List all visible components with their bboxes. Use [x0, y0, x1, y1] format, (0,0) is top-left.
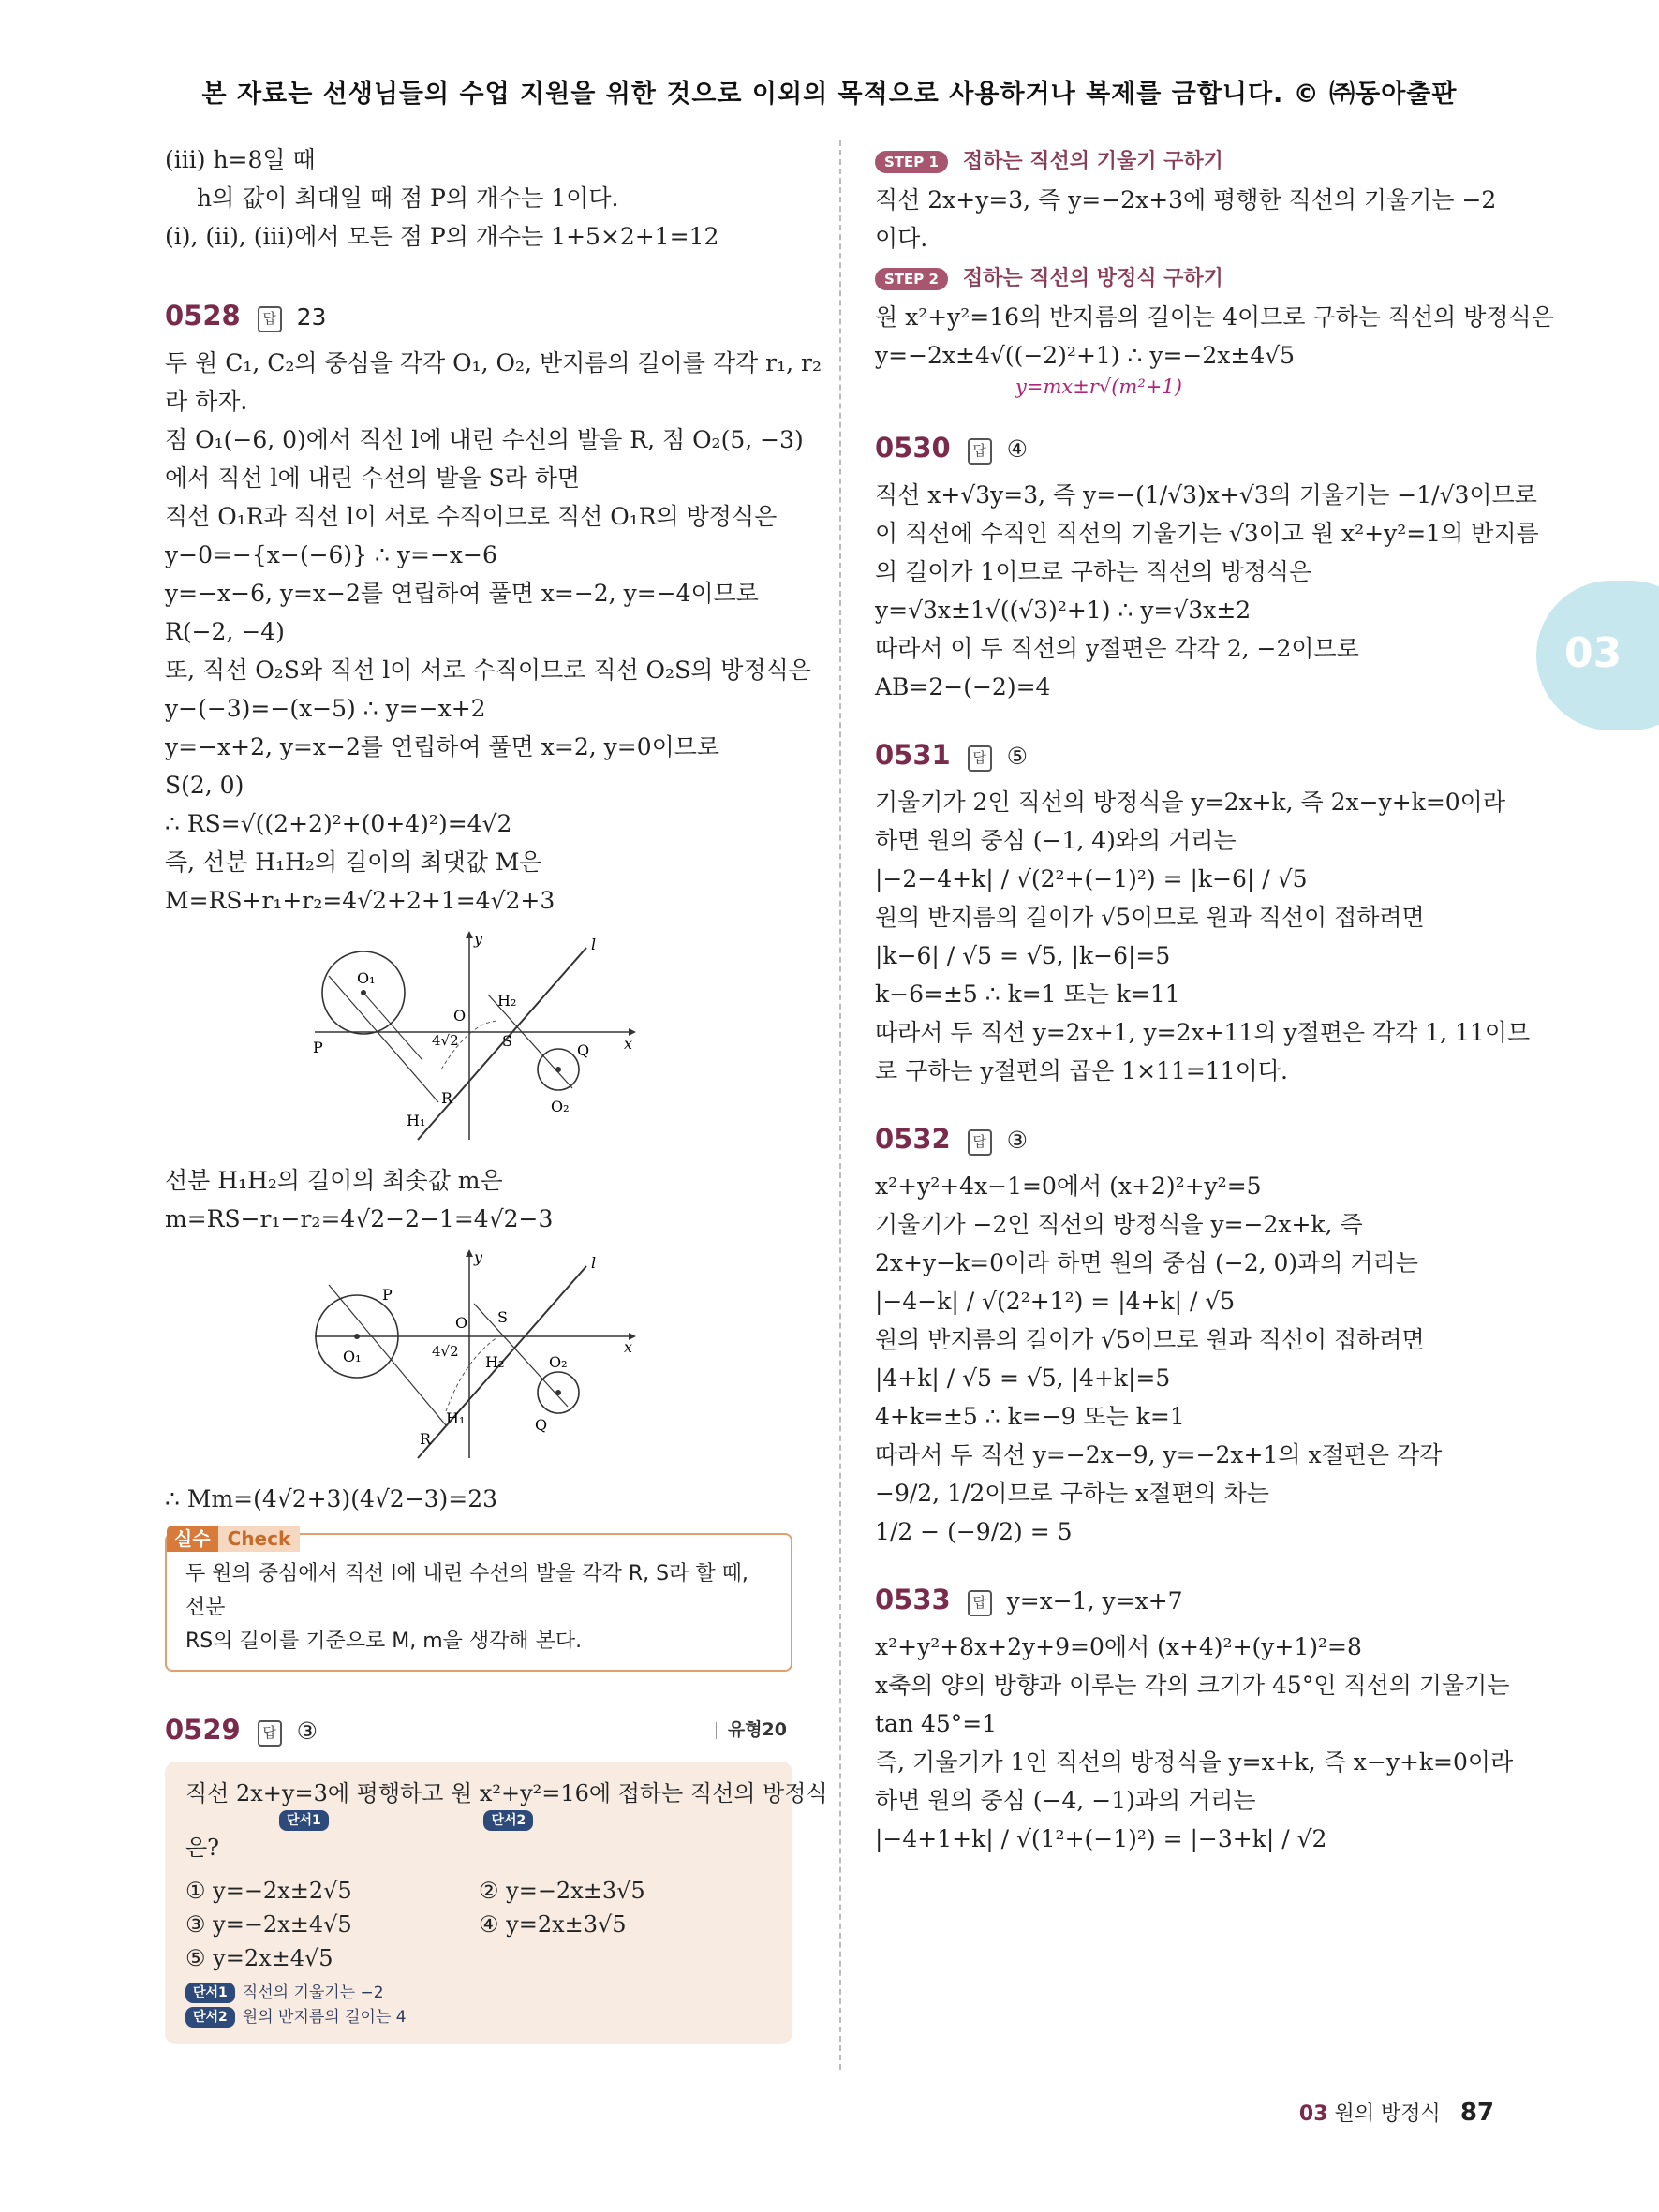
y-axis-arrow	[466, 931, 473, 938]
solution-line: 점 O₁(−6, 0)에서 직선 l에 내린 수선의 발을 R, 점 O₂(5, −3)	[165, 426, 804, 453]
clue-marker: 단서1	[279, 1810, 329, 1831]
problem-number: 0531	[875, 739, 951, 771]
solution-line: tan 45°=1	[875, 1710, 998, 1737]
center-o1	[354, 1334, 360, 1339]
label-p: P	[313, 1039, 323, 1056]
label-o: O	[455, 1314, 468, 1332]
label-s: S	[502, 1032, 512, 1050]
solution-line: 따라서 이 두 직선의 y절편은 각각 2, −2이므로	[875, 635, 1359, 662]
problem-number: 0530	[875, 432, 951, 464]
solution-line: y=−2x±4√((−2)²+1) ∴ y=−2x±4√5	[875, 342, 1296, 369]
page-number: 87	[1459, 2099, 1494, 2127]
label-p: P	[382, 1286, 393, 1304]
clue-tag: 단서1	[185, 1983, 235, 2003]
clue-text: 원의 반지름의 길이는 4	[242, 2008, 407, 2027]
column-divider	[839, 140, 841, 2070]
intro-line: (ⅰ), (ⅱ), (ⅲ)에서 모든 점 P의 개수는 1+5×2+1=12	[165, 223, 719, 250]
solution-line: 4+k=±5 ∴ k=−9 또는 k=1	[875, 1403, 1185, 1430]
question-line: 은?	[185, 1835, 220, 1861]
chapter-side-tab-label: 03	[1564, 629, 1622, 677]
label-l: l	[591, 1254, 597, 1272]
problem-0530-header	[875, 427, 1503, 470]
label-h1: H₁	[407, 1112, 426, 1129]
solution-line: 에서 직선 l에 내린 수선의 발을 S라 하면	[165, 465, 581, 492]
answer-value: ⑤	[1006, 743, 1029, 770]
solution-line: 즉, 선분 H₁H₂의 길이의 최댓값 M은	[165, 848, 542, 876]
y-axis-arrow	[466, 1249, 473, 1257]
answer-badge: 답	[968, 745, 992, 772]
label-l: l	[591, 936, 597, 953]
solution-line: y=−x−6, y=x−2를 연립하여 풀면 x=−2, y=−4이므로	[165, 580, 759, 607]
choice-4[interactable]: ④ y=2x±3√5	[479, 1911, 627, 1938]
solution-line: 이 직선에 수직인 직선의 기울기는 √3이고 원 x²+y²=1의 반지름	[875, 520, 1539, 547]
solution-line: S(2, 0)	[165, 772, 244, 799]
problem-0531-header	[875, 734, 1503, 777]
solution-line: AB=2−(−2)=4	[875, 673, 1051, 700]
solution-line: 원의 반지름의 길이가 √5이므로 원과 직선이 접하려면	[875, 904, 1425, 931]
solution-line: 2x+y−k=0이라 하면 원의 중심 (−2, 0)과의 거리는	[875, 1249, 1418, 1276]
solution-line: |k−6| / √5 = √5, |k−6|=5	[875, 942, 1171, 969]
choice-2[interactable]: ② y=−2x±3√5	[479, 1878, 645, 1904]
solution-line: 하면 원의 중심 (−4, −1)과의 거리는	[875, 1787, 1256, 1814]
label-dist: 4√2	[432, 1032, 459, 1049]
clue-markers	[185, 1810, 772, 1831]
problem-0528-header	[165, 295, 792, 338]
label-o: O	[453, 1007, 467, 1025]
right-column	[875, 140, 1554, 1858]
check-text-line: RS의 길이를 기준으로 M, m을 생각해 본다.	[185, 1630, 583, 1653]
check-label	[167, 1522, 300, 1556]
solution-line: 로 구하는 y절편의 곱은 1×11=11이다.	[875, 1057, 1288, 1084]
answer-value: 23	[296, 303, 327, 331]
solution-line: y=√3x±1√((√3)²+1) ∴ y=√3x±2	[875, 597, 1252, 624]
step2-header	[875, 258, 1503, 298]
clue-text: 직선의 기울기는 −2	[242, 1983, 384, 2002]
footer-chapter-title: 원의 방정식	[1334, 2102, 1441, 2126]
label-q: Q	[577, 1041, 590, 1059]
problem-number: 0533	[875, 1584, 951, 1615]
copyright-notice: 본 자료는 선생님들의 수업 지원을 위한 것으로 이외의 목적으로 사용하거나 복제를 금합니다. © ㈜동아출판	[201, 80, 1458, 109]
step1-tag: STEP 1	[875, 151, 948, 173]
left-column	[165, 140, 828, 2044]
solution-line: y=−x+2, y=x−2를 연립하여 풀면 x=2, y=0이므로	[165, 733, 720, 760]
answer-badge: 답	[968, 1129, 992, 1156]
solution-line: x²+y²+4x−1=0에서 (x+2)²+y²=5	[875, 1172, 1262, 1200]
solution-line: y−0=−{x−(−6)} ∴ y=−x−6	[165, 541, 497, 568]
question-box-0529	[165, 1762, 828, 2044]
solution-line: |−2−4+k| / √(2²+(−1)²) = |k−6| / √5	[875, 865, 1308, 892]
solution-line: 이다.	[875, 225, 928, 252]
solution-line: k−6=±5 ∴ k=1 또는 k=11	[875, 981, 1180, 1008]
label-o2: O₂	[549, 1353, 568, 1371]
conclusion-line: ∴ Mm=(4√2+3)(4√2−3)=23	[165, 1485, 498, 1512]
label-q: Q	[535, 1416, 548, 1434]
label-y: y	[474, 930, 483, 948]
center-o2	[555, 1067, 561, 1072]
label-h2: H₂	[485, 1353, 505, 1371]
step2-title: 접하는 직선의 방정식 구하기	[962, 267, 1223, 290]
solution-line: 하면 원의 중심 (−1, 4)와의 거리는	[875, 827, 1237, 854]
answer-value: ③	[296, 1718, 318, 1745]
solution-line: ∴ RS=√((2+2)²+(0+4)²)=4√2	[165, 810, 512, 837]
label-r: R	[420, 1430, 432, 1448]
clue-notes	[185, 1981, 772, 2029]
solution-line: |−4+1+k| / √(1²+(−1)²) = |−3+k| / √2	[875, 1825, 1327, 1852]
answer-badge: 답	[968, 438, 992, 465]
intro-line: (ⅲ) h=8일 때	[165, 146, 316, 173]
clue-note	[185, 1981, 772, 2005]
step1-title: 접하는 직선의 기울기 구하기	[962, 150, 1223, 173]
solution-line: 라 하자.	[165, 388, 248, 415]
solution-line: 선분 H₁H₂의 길이의 최솟값 m은	[165, 1167, 503, 1194]
answer-value: y=x−1, y=x+7	[1006, 1587, 1183, 1615]
label-h1: H₁	[446, 1409, 466, 1427]
label-o1: O₁	[357, 969, 376, 987]
answer-badge: 답	[258, 306, 282, 332]
label-x: x	[624, 1338, 633, 1356]
solution-line: 즉, 기울기가 1인 직선의 방정식을 y=x+k, 즉 x−y+k=0이라	[875, 1748, 1514, 1776]
choice-5[interactable]: ⑤ y=2x±4√5	[185, 1945, 333, 1971]
label-r: R	[441, 1089, 453, 1107]
figure-max-distance	[305, 929, 643, 1144]
solution-0528	[165, 344, 822, 920]
check-label-a: 실수	[167, 1526, 218, 1552]
type-tag: 유형20	[716, 1709, 787, 1750]
solution-line: 의 길이가 1이므로 구하는 직선의 방정식은	[875, 558, 1312, 585]
solution-line: 직선 O₁R과 직선 l이 서로 수직이므로 직선 O₁R의 방정식은	[165, 503, 778, 530]
figure-min-distance	[305, 1247, 643, 1463]
problem-number: 0532	[875, 1123, 951, 1155]
solution-line: 기울기가 2인 직선의 방정식을 y=2x+k, 즉 2x−y+k=0이라	[875, 789, 1505, 816]
clue-marker: 단서2	[483, 1810, 533, 1831]
label-h2: H₂	[497, 992, 517, 1010]
label-y: y	[474, 1248, 483, 1266]
chapter-side-tab	[1536, 581, 1659, 730]
page-footer	[1299, 2098, 1494, 2127]
check-text-line: 두 원의 중심에서 직선 l에 내린 수선의 발을 각각 R, S라 할 때, 선분	[185, 1562, 748, 1619]
solution-line: R(−2, −4)	[165, 618, 285, 645]
choices	[185, 1874, 772, 1975]
step1-header	[875, 140, 1503, 181]
problem-0529-header	[165, 1709, 792, 1752]
solution-line: 1/2 − (−9/2) = 5	[875, 1518, 1073, 1545]
answer-badge: 답	[968, 1590, 992, 1616]
solution-line: M=RS+r₁+r₂=4√2+2+1=4√2+3	[165, 887, 555, 914]
label-s: S	[497, 1308, 508, 1326]
solution-line: |4+k| / √5 = √5, |4+k|=5	[875, 1364, 1171, 1392]
step2-tag: STEP 2	[875, 268, 948, 290]
label-dist: 4√2	[432, 1343, 459, 1360]
formula-note: y=mx±r√(m²+1)	[1015, 376, 1182, 398]
solution-line: m=RS−r₁−r₂=4√2−2−1=4√2−3	[165, 1205, 554, 1232]
answer-value: ④	[1006, 435, 1029, 463]
solution-line: 기울기가 −2인 직선의 방정식을 y=−2x+k, 즉	[875, 1211, 1363, 1238]
question-line: 직선 2x+y=3에 평행하고 원 x²+y²=16에 접하는 직선의 방정식	[185, 1780, 828, 1806]
label-x: x	[624, 1035, 633, 1053]
clue-note	[185, 2005, 772, 2029]
clue-tag: 단서2	[185, 2007, 235, 2028]
solution-line: 따라서 두 직선 y=−2x−9, y=−2x+1의 x절편은 각각	[875, 1441, 1443, 1468]
solution-line: x²+y²+8x+2y+9=0에서 (x+4)²+(y+1)²=8	[875, 1633, 1362, 1660]
choice-1[interactable]: ① y=−2x±2√5	[185, 1878, 352, 1904]
solution-line: 직선 x+√3y=3, 즉 y=−(1/√3)x+√3의 기울기는 −1/√3이므로	[875, 481, 1537, 509]
problem-0533-header	[875, 1579, 1503, 1622]
mistake-check-box	[165, 1527, 792, 1672]
check-label-b: Check	[218, 1526, 301, 1552]
label-o2: O₂	[551, 1098, 570, 1115]
perp-line-1	[329, 976, 438, 1102]
problem-number: 0529	[165, 1714, 241, 1746]
answer-badge: 답	[258, 1720, 282, 1747]
footer-chapter-number: 03	[1298, 2102, 1328, 2126]
solution-line: 또, 직선 O₂S와 직선 l이 서로 수직이므로 직선 O₂S의 방정식은	[165, 656, 811, 684]
answer-value: ③	[1006, 1127, 1029, 1154]
solution-line: 직선 2x+y=3, 즉 y=−2x+3에 평행한 직선의 기울기는 −2	[875, 186, 1497, 214]
solution-line: |−4−k| / √(2²+1²) = |4+k| / √5	[875, 1288, 1236, 1315]
label-o1: O₁	[343, 1348, 362, 1365]
solution-line: x축의 양의 방향과 이루는 각의 크기가 45°인 직선의 기울기는	[875, 1672, 1510, 1699]
solution-line: 원의 반지름의 길이가 √5이므로 원과 직선이 접하려면	[875, 1326, 1425, 1353]
problem-number: 0528	[165, 300, 241, 332]
solution-line: 따라서 두 직선 y=2x+1, y=2x+11의 y절편은 각각 1, 11이므	[875, 1019, 1531, 1046]
solution-line: −9/2, 1/2이므로 구하는 x절편의 차는	[875, 1480, 1269, 1507]
intro-line: h의 값이 최대일 때 점 P의 개수는 1이다.	[197, 184, 619, 212]
solution-line: 원 x²+y²=16의 반지름의 길이는 4이므로 구하는 직선의 방정식은	[875, 303, 1554, 331]
solution-line: y−(−3)=−(x−5) ∴ y=−x+2	[165, 695, 486, 722]
problem-0532-header	[875, 1118, 1503, 1161]
choice-3[interactable]: ③ y=−2x±4√5	[185, 1911, 352, 1938]
solution-line: 두 원 C₁, C₂의 중심을 각각 O₁, O₂, 반지름의 길이를 각각 r₁, r₂	[165, 349, 822, 376]
